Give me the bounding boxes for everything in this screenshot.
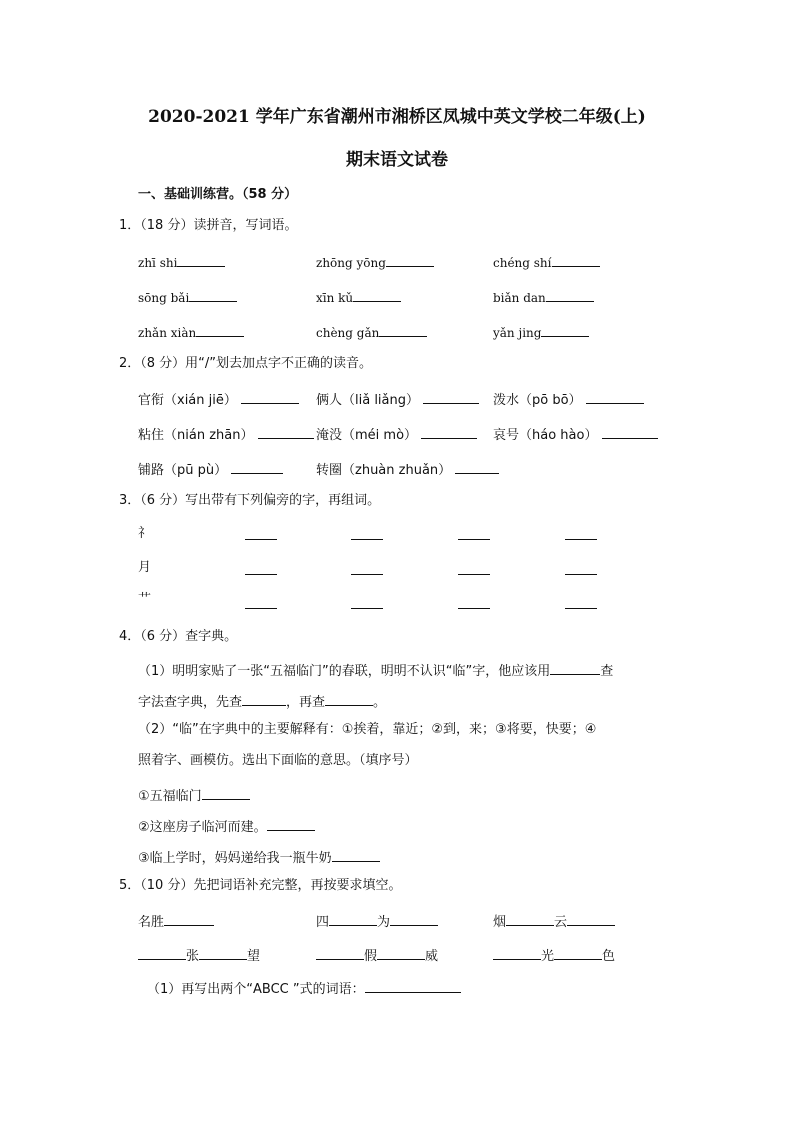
pinyin-item: biǎn dan — [493, 289, 594, 304]
section-heading: 一、基础训练营。（58 分） — [138, 187, 298, 202]
answer-blank[interactable] — [189, 289, 237, 302]
answer-blank[interactable] — [242, 693, 286, 706]
pinyin-item: zhǎn xiàn — [138, 324, 244, 339]
answer-blank[interactable] — [245, 538, 277, 540]
reading-item: 泼水（pō bō） — [493, 391, 644, 407]
answer-blank[interactable] — [325, 693, 373, 706]
answer-blank[interactable] — [554, 947, 602, 960]
answer-blank[interactable] — [138, 947, 186, 960]
answer-blank[interactable] — [316, 947, 364, 960]
answer-blank[interactable] — [550, 662, 600, 675]
reading-item: 官衔（xián jiē） — [138, 391, 299, 407]
q4-sub-item: ③临上学时，妈妈递给我一瓶牛奶 — [138, 849, 380, 865]
reading-item: 铺路（pū pù） — [138, 461, 283, 477]
answer-blank[interactable] — [245, 573, 277, 575]
radical-label: 礻 — [138, 526, 152, 541]
reading-item: 俩人（liǎ liǎng） — [316, 391, 479, 407]
answer-blank[interactable] — [351, 573, 383, 575]
pinyin-item: chéng shí — [493, 254, 600, 269]
answer-blank[interactable] — [231, 461, 283, 474]
q4-paragraph-1-cont: 字法查字典，先查 ，再查 。 — [138, 695, 387, 710]
answer-blank[interactable] — [390, 913, 438, 926]
reading-item: 粘住（nián zhān） — [138, 426, 314, 442]
answer-blank[interactable] — [241, 391, 299, 404]
answer-blank[interactable] — [379, 324, 427, 337]
idiom-item: 光 色 — [493, 947, 615, 963]
answer-blank[interactable] — [458, 538, 490, 540]
answer-blank[interactable] — [377, 947, 425, 960]
answer-blank[interactable] — [199, 947, 247, 960]
answer-blank[interactable] — [602, 426, 658, 439]
pinyin-item: zhī shi — [138, 254, 225, 269]
pinyin-item: sōng bǎi — [138, 289, 237, 304]
answer-blank[interactable] — [506, 913, 554, 926]
pinyin-item: zhōng yōng — [316, 254, 434, 269]
answer-blank[interactable] — [329, 913, 377, 926]
question-1-stem: 1．（18 分）读拼音，写词语。 — [119, 218, 298, 233]
q4-paragraph-1: （1）明明家贴了一张“五福临门”的春联，明明不认识“临”字，他应该用 查 — [138, 664, 614, 679]
answer-blank[interactable] — [458, 573, 490, 575]
answer-blank[interactable] — [552, 254, 600, 267]
answer-blank[interactable] — [267, 818, 315, 831]
answer-blank[interactable] — [421, 426, 477, 439]
answer-blank[interactable] — [351, 607, 383, 609]
question-3-stem: 3．（6 分）写出带有下列偏旁的字，再组词。 — [119, 493, 381, 508]
answer-blank[interactable] — [351, 538, 383, 540]
answer-blank[interactable] — [546, 289, 594, 302]
reading-item: 淹没（méi mò） — [316, 426, 477, 442]
idiom-item: 烟 云 — [493, 913, 615, 929]
q4-paragraph-2: （2）“临”在字典中的主要解释有：①挨着，靠近；②到，来；③将要，快要；④ — [138, 722, 597, 737]
answer-blank[interactable] — [565, 573, 597, 575]
pinyin-item: xīn kǔ — [316, 289, 401, 304]
pinyin-item: chèng gǎn — [316, 324, 427, 339]
reading-item: 哀号（háo hào） — [493, 426, 658, 442]
q4-sub-item: ②这座房子临河而建。 — [138, 818, 315, 834]
exam-title-line2: 期末语文试卷 — [346, 150, 448, 170]
q5-sub-question: （1）再写出两个“ABCC ”式的词语： — [147, 980, 461, 996]
answer-blank[interactable] — [258, 426, 314, 439]
reading-item: 转圈（zhuàn zhuǎn） — [316, 461, 499, 477]
answer-blank[interactable] — [365, 980, 461, 993]
answer-blank[interactable] — [177, 254, 225, 267]
answer-blank[interactable] — [423, 391, 479, 404]
answer-blank[interactable] — [586, 391, 644, 404]
idiom-item: 名胜 — [138, 913, 214, 929]
answer-blank[interactable] — [455, 461, 499, 474]
answer-blank[interactable] — [332, 849, 380, 862]
answer-blank[interactable] — [196, 324, 244, 337]
question-5-stem: 5．（10 分）先把词语补充完整，再按要求填空。 — [119, 878, 402, 893]
q4-sub-item: ①五福临门 — [138, 787, 250, 803]
answer-blank[interactable] — [565, 538, 597, 540]
idiom-item: 假 威 — [316, 947, 438, 963]
pinyin-item: yǎn jing — [493, 324, 589, 339]
radical-label: 月 — [138, 560, 152, 575]
answer-blank[interactable] — [202, 787, 250, 800]
idiom-item: 张 望 — [138, 947, 260, 963]
answer-blank[interactable] — [567, 913, 615, 926]
answer-blank[interactable] — [164, 913, 214, 926]
answer-blank[interactable] — [245, 607, 277, 609]
q4-paragraph-2-cont: 照着字、画模仿。选出下面临的意思。（填序号） — [138, 753, 418, 768]
answer-blank[interactable] — [493, 947, 541, 960]
idiom-item: 四 为 — [316, 913, 438, 929]
answer-blank[interactable] — [353, 289, 401, 302]
answer-blank[interactable] — [458, 607, 490, 609]
answer-blank[interactable] — [565, 607, 597, 609]
answer-blank[interactable] — [386, 254, 434, 267]
radical-label: 艹 — [138, 592, 152, 607]
exam-title-line1: 2020-2021 学年广东省潮州市湘桥区凤城中英文学校二年级(上) — [148, 107, 646, 127]
answer-blank[interactable] — [541, 324, 589, 337]
question-2-stem: 2．（8 分）用“/”划去加点字不正确的读音。 — [119, 356, 373, 371]
question-4-stem: 4．（6 分）查字典。 — [119, 629, 238, 644]
